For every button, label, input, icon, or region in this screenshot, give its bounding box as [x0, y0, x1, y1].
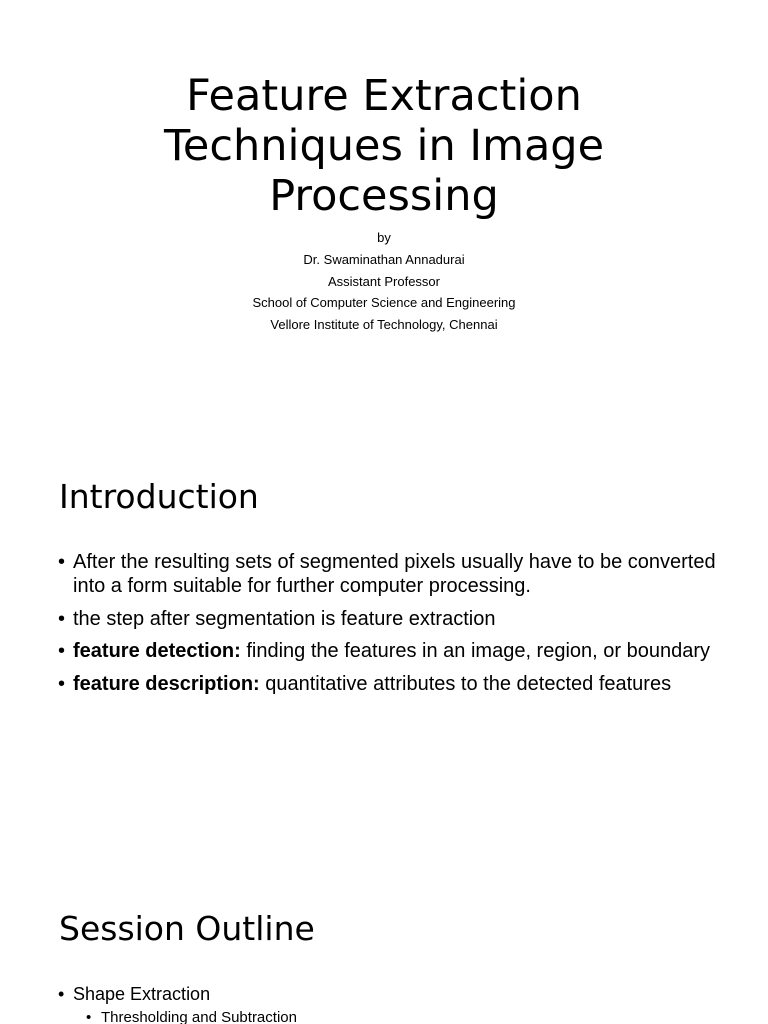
- bullet-item: [58, 639, 718, 663]
- bullet-text: the step after segmentation is feature extraction: [73, 607, 496, 630]
- introduction-slide: [0, 432, 768, 864]
- title-slide: [0, 0, 768, 432]
- bullet-icon: •: [58, 640, 66, 662]
- outline-subitem-text: Thresholding and Subtraction: [101, 1009, 297, 1024]
- bullet-item: [58, 672, 718, 696]
- outline-list: [58, 983, 297, 1024]
- bullet-icon: •: [58, 551, 66, 573]
- bullet-bold-term: feature detection:: [73, 640, 241, 662]
- slide-heading: Introduction: [59, 477, 259, 516]
- author-position: Assistant Professor: [328, 273, 440, 289]
- author-info: [100, 227, 668, 336]
- outline-subitem: [58, 1005, 297, 1024]
- outline-slide: [0, 864, 768, 1024]
- bullet-icon: •: [86, 1009, 92, 1024]
- outline-item: [58, 983, 297, 1005]
- author-institute: Vellore Institute of Technology, Chennai: [270, 317, 498, 333]
- slide-heading: Session Outline: [59, 909, 315, 948]
- bullet-icon: •: [58, 607, 66, 630]
- bullet-text: After the resulting sets of segmented pixels usually have to be converted into a form suitable for further computer processing.: [73, 551, 716, 597]
- bullet-bold-term: feature description:: [73, 672, 260, 695]
- bullet-icon: •: [58, 984, 65, 1004]
- bullet-item: [58, 607, 718, 631]
- by-label: by: [377, 230, 391, 245]
- author-name: Dr. Swaminathan Annadurai: [303, 251, 465, 267]
- title-line: Processing: [269, 171, 499, 221]
- presentation-title: [100, 71, 668, 221]
- bullet-item: [58, 550, 718, 598]
- bullet-text: finding the features in an image, region, or boundary: [240, 640, 711, 662]
- bullet-text: quantitative attributes to the detected features: [259, 672, 672, 695]
- author-school: School of Computer Science and Engineering: [252, 295, 516, 311]
- title-line: Feature Extraction: [186, 71, 582, 121]
- bullet-icon: •: [58, 672, 66, 695]
- outline-item-text: Shape Extraction: [73, 984, 211, 1004]
- bullet-list: [58, 550, 718, 704]
- title-line: Techniques in Image: [163, 121, 605, 171]
